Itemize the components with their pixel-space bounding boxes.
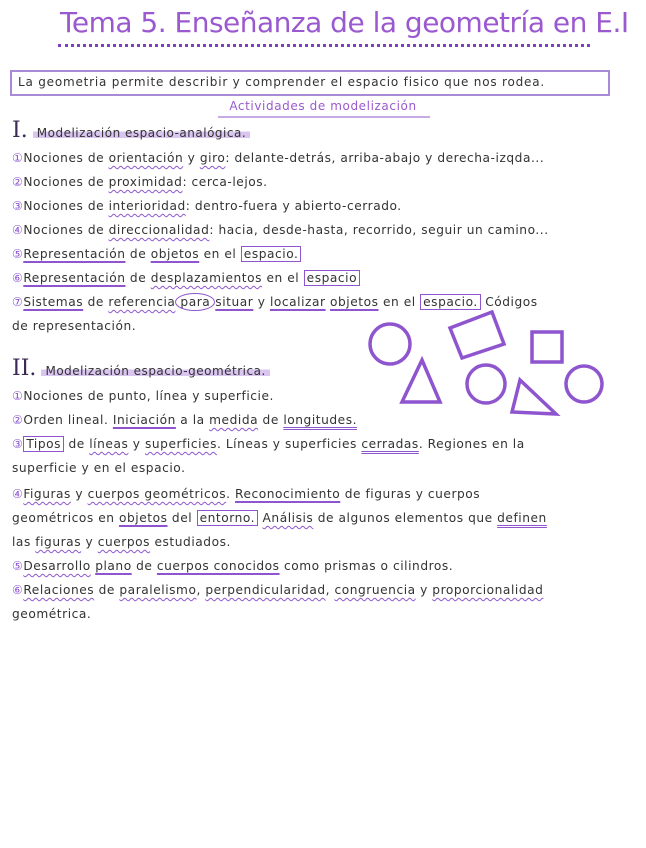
item-text: . Regiones en la bbox=[418, 437, 525, 451]
s2-item-2 bbox=[12, 412, 357, 428]
keyword: cerradas bbox=[361, 437, 419, 451]
section-1-label: Modelización espacio-analógica. bbox=[33, 126, 250, 140]
s2-item-4-continued-2 bbox=[12, 534, 231, 550]
boxed-keyword: espacio bbox=[304, 270, 360, 286]
item-text: en el bbox=[378, 295, 421, 309]
keyword: Relaciones bbox=[23, 583, 95, 597]
keyword: proporcionalidad bbox=[432, 583, 544, 597]
section-1-numeral: I. bbox=[12, 118, 28, 143]
keyword: Representación bbox=[23, 271, 126, 285]
item-text: y bbox=[415, 583, 433, 597]
circle-shape-3 bbox=[566, 366, 602, 402]
keyword: líneas bbox=[89, 437, 129, 451]
square-shape bbox=[532, 332, 562, 362]
geometric-shapes-illustration bbox=[360, 306, 610, 426]
item-text: geométricos en bbox=[12, 511, 119, 525]
keyword: giro bbox=[199, 151, 226, 165]
s1-item-1 bbox=[12, 150, 544, 166]
keyword: direccionalidad bbox=[108, 223, 210, 237]
s1-item-3 bbox=[12, 198, 402, 214]
item-text: las bbox=[12, 535, 36, 549]
boxed-keyword: espacio. bbox=[420, 294, 481, 310]
s1-item-2 bbox=[12, 174, 268, 190]
keyword: cuerpos geométricos bbox=[87, 487, 227, 501]
item-text: . bbox=[226, 487, 235, 501]
item-text: de bbox=[125, 271, 151, 285]
triangle-shape-2 bbox=[512, 380, 556, 414]
keyword: paralelismo bbox=[119, 583, 197, 597]
keyword: desplazamientos bbox=[150, 271, 263, 285]
item-number: ③ bbox=[12, 437, 24, 451]
item-text: Nociones de bbox=[23, 199, 109, 213]
keyword: objetos bbox=[330, 295, 379, 309]
keyword: proximidad bbox=[108, 175, 183, 189]
section-2-numeral: II. bbox=[12, 356, 37, 381]
item-text: y bbox=[128, 437, 145, 451]
item-text: : cerca-lejos. bbox=[182, 175, 268, 189]
item-text: y bbox=[253, 295, 270, 309]
keyword: Reconocimiento bbox=[235, 487, 341, 501]
activities-subtitle: Actividades de modelización bbox=[229, 99, 417, 113]
s1-item-6 bbox=[12, 270, 360, 286]
s2-item-5 bbox=[12, 558, 453, 574]
keyword: Figuras bbox=[23, 487, 71, 501]
item-text: Nociones de punto, línea y superficie. bbox=[23, 389, 274, 403]
keyword: orientación bbox=[108, 151, 184, 165]
keyword: medida bbox=[209, 413, 259, 427]
item-text: , bbox=[196, 583, 206, 597]
item-number: ⑦ bbox=[12, 295, 24, 309]
keyword: Desarrollo bbox=[23, 559, 91, 573]
item-text: en el bbox=[262, 271, 304, 285]
page-title: Tema 5. Enseñanza de la geometría en E.I bbox=[60, 6, 629, 39]
section-1-heading bbox=[12, 118, 250, 143]
item-text: Nociones de bbox=[23, 223, 109, 237]
item-number: ⑥ bbox=[12, 271, 24, 285]
keyword: objetos bbox=[118, 511, 168, 525]
item-number: ① bbox=[12, 389, 24, 403]
s2-item-4 bbox=[12, 486, 480, 502]
item-text: de bbox=[94, 583, 120, 597]
rotated-square-shape bbox=[450, 312, 504, 358]
item-number: ② bbox=[12, 175, 24, 189]
item-text: Nociones de bbox=[23, 175, 109, 189]
keyword: plano bbox=[95, 559, 132, 573]
item-text: estudiados. bbox=[150, 535, 231, 549]
title-dotted-underline bbox=[58, 44, 590, 47]
keyword: longitudes. bbox=[283, 413, 358, 427]
triangle-shape-1 bbox=[402, 360, 440, 402]
item-text: de bbox=[258, 413, 284, 427]
circle-shape-2 bbox=[467, 365, 505, 403]
item-number: ④ bbox=[12, 223, 24, 237]
item-text: de bbox=[64, 437, 90, 451]
keyword: Iniciación bbox=[112, 413, 176, 427]
item-text: : delante-detrás, arriba-abajo y derecha-izqda... bbox=[225, 151, 545, 165]
keyword: Sistemas bbox=[23, 295, 84, 309]
item-text: : dentro-fuera y abierto-cerrado. bbox=[185, 199, 402, 213]
keyword: perpendicularidad bbox=[205, 583, 326, 597]
item-text: , bbox=[325, 583, 335, 597]
keyword: cuerpos bbox=[97, 535, 151, 549]
item-number: ⑤ bbox=[12, 247, 24, 261]
keyword: localizar bbox=[269, 295, 326, 309]
item-text: de bbox=[83, 295, 109, 309]
item-text: del bbox=[167, 511, 197, 525]
item-text: y bbox=[183, 151, 200, 165]
item-text: de bbox=[131, 559, 157, 573]
item-text: Códigos bbox=[480, 295, 538, 309]
item-text: como prismas o cilindros. bbox=[279, 559, 454, 573]
keyword: situar bbox=[215, 295, 254, 309]
keyword: cuerpos conocidos bbox=[156, 559, 280, 573]
keyword: interioridad bbox=[108, 199, 186, 213]
item-text: y bbox=[81, 535, 98, 549]
item-text: y bbox=[70, 487, 88, 501]
item-text: . Líneas y superficies bbox=[216, 437, 362, 451]
keyword: Análisis bbox=[262, 511, 314, 525]
item-text: a la bbox=[175, 413, 210, 427]
s1-item-4 bbox=[12, 222, 549, 238]
s2-item-3 bbox=[12, 436, 525, 452]
item-number: ⑥ bbox=[12, 583, 24, 597]
circled-keyword: para bbox=[175, 293, 215, 311]
s2-item-1 bbox=[12, 388, 274, 404]
circle-shape-1 bbox=[370, 324, 410, 364]
item-text: en el bbox=[199, 247, 241, 261]
keyword: referencia bbox=[108, 295, 176, 309]
s2-item-6-continued: geométrica. bbox=[12, 607, 92, 621]
s2-item-6 bbox=[12, 582, 543, 598]
item-text: Nociones de bbox=[23, 151, 109, 165]
s1-item-5 bbox=[12, 246, 301, 262]
keyword: definen bbox=[497, 511, 547, 525]
item-number: ② bbox=[12, 413, 24, 427]
item-text: Orden lineal. bbox=[23, 413, 113, 427]
keyword: superficies bbox=[145, 437, 217, 451]
keyword: objetos bbox=[150, 247, 200, 261]
intro-text: La geometria permite describir y comprender el espacio fisico que nos rodea. bbox=[18, 75, 545, 89]
boxed-keyword: espacio. bbox=[241, 246, 302, 262]
item-number: ④ bbox=[12, 487, 24, 501]
section-2-heading bbox=[12, 356, 270, 381]
item-text: de algunos elementos que bbox=[313, 511, 498, 525]
item-number: ③ bbox=[12, 199, 24, 213]
item-number: ⑤ bbox=[12, 559, 24, 573]
keyword: congruencia bbox=[334, 583, 416, 597]
keyword: Representación bbox=[23, 247, 126, 261]
s2-item-3-continued: superficie y en el espacio. bbox=[12, 461, 186, 475]
boxed-keyword: entorno. bbox=[197, 510, 259, 526]
item-text: de bbox=[125, 247, 151, 261]
keyword: figuras bbox=[35, 535, 82, 549]
section-2-label: Modelización espacio-geométrica. bbox=[41, 364, 269, 378]
item-text: : hacia, desde-hasta, recorrido, seguir un camino... bbox=[209, 223, 549, 237]
s2-item-4-continued-1 bbox=[12, 510, 547, 526]
s1-item-7-continued: de representación. bbox=[12, 319, 137, 333]
item-number: ① bbox=[12, 151, 24, 165]
boxed-keyword: Tipos bbox=[23, 436, 64, 452]
item-text: de figuras y cuerpos bbox=[340, 487, 481, 501]
